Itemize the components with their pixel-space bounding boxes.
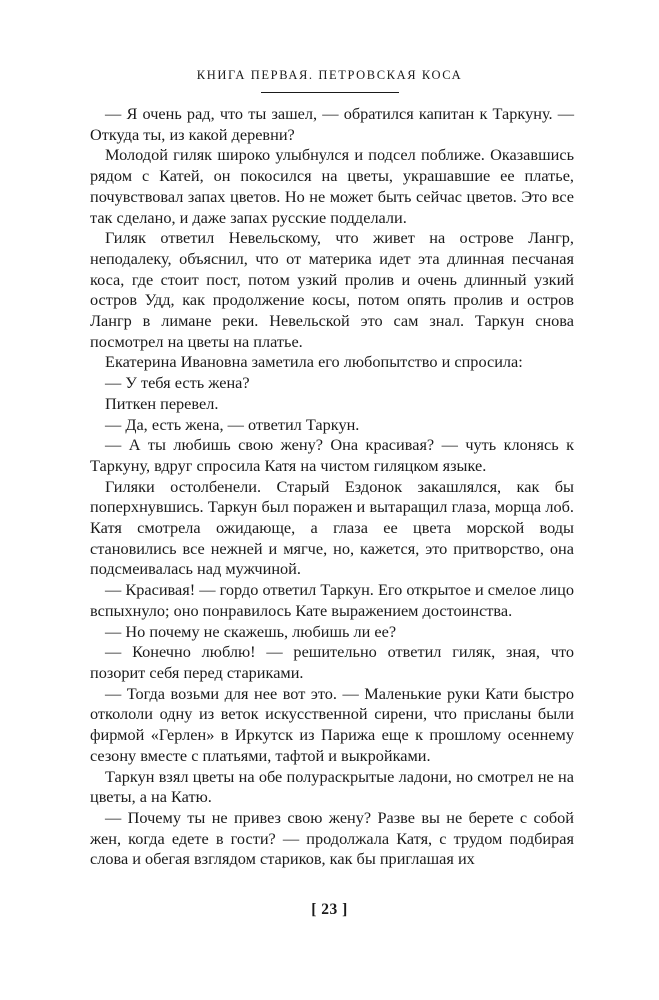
paragraph: — Да, есть жена, — ответил Таркун. [105, 414, 360, 434]
paragraph: Питкен перевел. [105, 393, 219, 413]
header-rule [261, 92, 399, 93]
paragraph: — Конечно люблю! — решительно ответил гиляк, зная, что позорит себя перед стариками. [90, 642, 574, 682]
paragraph: Молодой гиляк широко улыбнулся и подсел поближе. Оказавшись рядом с Катей, он покосился на цветы, украшавшие ее платье, почувствовал запах цветов. Но не может быть сейчас цветов. Это все так сделано, и даже запах русские подделали. [90, 145, 574, 227]
paragraph: — Почему ты не привез свою жену? Разве вы не берете с собой жен, когда едете в гости? — продолжала Катя, с трудом подбирая слова и обегая взглядом стариков, как бы приглашая их [90, 807, 574, 869]
paragraph: Таркун взял цветы на обе полураскрытые ладони, но смотрел не на цветы, а на Катю. [90, 766, 574, 807]
paragraph: Екатерина Ивановна заметила его любопытство и спросила: [105, 352, 523, 372]
body-text [90, 104, 574, 870]
paragraph: — Тогда возьми для нее вот это. — Маленькие руки Кати быстро откололи одну из веток искусственной сирени, что присланы были фирмой «Герлен» в Иркутск из Парижа еще к прошлому осеннему сезону вместе с платьями, тафтой и выкройками. [90, 683, 574, 765]
paragraph: — А ты любишь свою жену? Она красивая? — чуть клонясь к Таркуну, вдруг спросила Катя на чистом гиляцком языке. [90, 435, 574, 475]
paragraph: — У тебя есть жена? [105, 373, 250, 393]
paragraph: Гиляки остолбенели. Старый Ездонок закашлялся, как бы поперхнувшись. Таркун был поражен и вытаращил глаза, морща лоб. Катя смотрела ожидающе, а глаза ее цвета морской воды становились все нежней и мягче, но, кажется, это притворство, она подсмеивалась над мужчиной. [90, 476, 574, 579]
paragraph: Гиляк ответил Невельскому, что живет на острове Лангр, неподалеку, объяснил, что от материка идет эта длинная песчаная коса, где стоит пост, потом узкий пролив и очень длинный узкий остров Удд, как продолжение косы, потом опять пролив и остров Лангр в лимане реки. Невельской это сам знал. Таркун снова посмотрел на цветы на платье. [90, 228, 574, 351]
paragraph: — Я очень рад, что ты зашел, — обратился капитан к Таркуну. — Откуда ты, из какой деревни? [90, 104, 574, 144]
paragraph: — Красивая! — гордо ответил Таркун. Его открытое и смелое лицо вспыхнуло; оно понравилось Кате выражением достоинства. [90, 580, 574, 620]
page-number: [ 23 ] [311, 901, 348, 918]
running-header: КНИГА ПЕРВАЯ. ПЕТРОВСКАЯ КОСА [196, 68, 463, 82]
paragraph: — Но почему не скажешь, любишь ли ее? [105, 621, 397, 641]
